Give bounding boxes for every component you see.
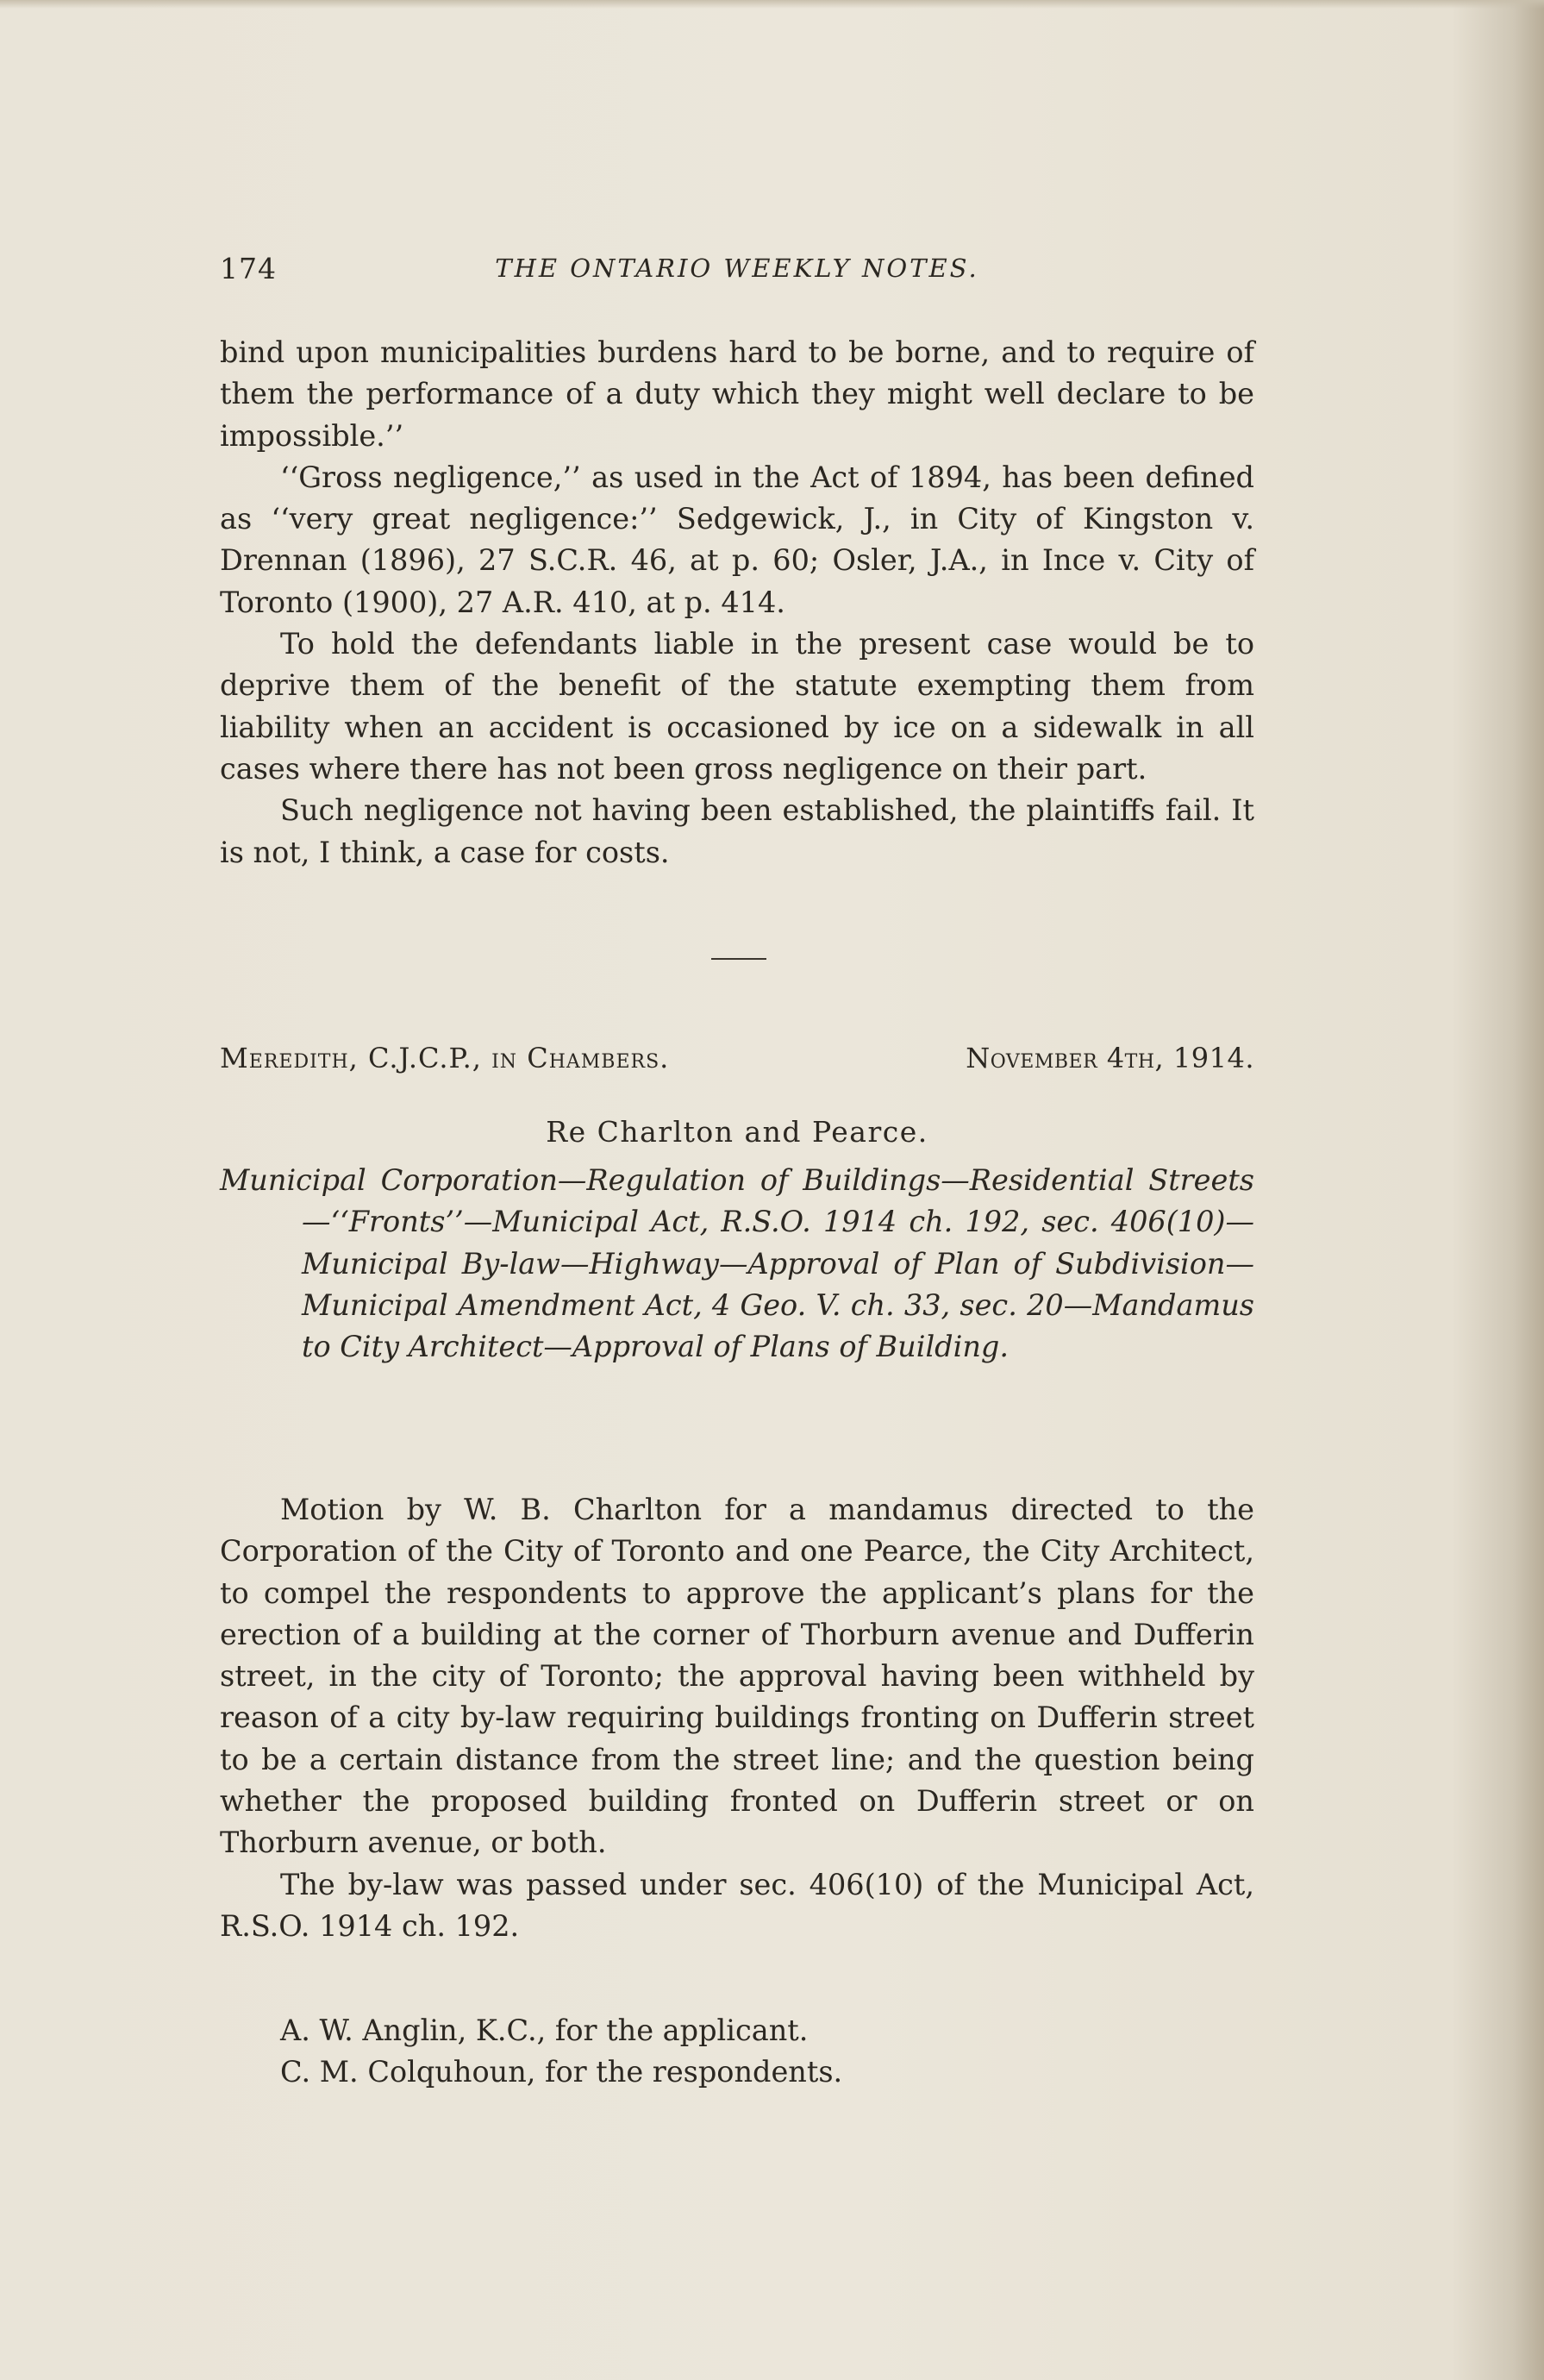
counsel-applicant: A. W. Anglin, K.C., for the applicant. <box>280 2014 809 2047</box>
journal-title: THE ONTARIO WEEKLY NOTES. <box>495 254 979 283</box>
paragraph: To hold the defendants liable in the present case would be to deprive them of the benefit of the statute exempting them from liability when an accident is occasioned by ice on a sidewalk in all cases where there has not been gross negligence on their part. <box>220 627 1254 786</box>
paragraph: ‘‘Gross negligence,’’ as used in the Act of 1894, has been defined as ‘‘very great negligence:’’ Sedgewick, J., in City of Kingston v. Drennan (1896), 27 S.C.R. 46, at p. 60; Osler, J.A., in Ince v. City of Toronto (1900), 27 A.R. 410, at p. 414. <box>220 460 1254 619</box>
page-number: 174 <box>220 252 277 285</box>
paragraph: The by-law was passed under sec. 406(10) of the Municipal Act, R.S.O. 1914 ch. 192. <box>220 1867 1254 1943</box>
counsel-list <box>280 2010 1254 2094</box>
counsel-respondents: C. M. Colquhoun, for the respondents. <box>280 2055 843 2089</box>
decision-date: November 4th, 1914. <box>966 1042 1254 1074</box>
headnote-text: Municipal Corporation—Regulation of Buildings—Residential Streets—‘‘Fronts’’—Municipal Act, R.S.O. 1914 ch. 192, sec. 406(10)—Municipal By-law—Highway—Approval of Plan of Subdivision—Municipal Amendment Act, 4 Geo. V. ch. 33, sec. 20—Mandamus to City Architect—Approval of Plans of Building. <box>220 1163 1254 1364</box>
judge-chambers: Meredith, C.J.C.P., in Chambers. <box>220 1042 670 1074</box>
paragraph: Motion by W. B. Charlton for a mandamus directed to the Corporation of the City of Toronto and one Pearce, the City Architect, to compel the respondents to approve the applicant’s plans for the erection of a building at the corner of Thorburn avenue and Dufferin street, in the city of Toronto; the approval having been withheld by reason of a city by-law requiring buildings fronting on Dufferin street to be a certain distance from the street line; and the question being whether the proposed building fronted on Dufferin street or on Thorburn avenue, or both. <box>220 1493 1254 1860</box>
section-divider <box>711 958 766 960</box>
motion-statement <box>220 1489 1254 1947</box>
paragraph: bind upon municipalities burdens hard to be borne, and to require of them the performance of a duty which they might well declare to be impossible.’’ <box>220 335 1254 453</box>
headnote <box>220 1160 1254 1368</box>
case-title: Re Charlton and Pearce. <box>546 1115 928 1149</box>
paragraph: Such negligence not having been established, the plaintiffs fail. It is not, I think, a case for costs. <box>220 793 1254 869</box>
running-head <box>220 252 1254 295</box>
opinion-conclusion <box>220 332 1254 874</box>
